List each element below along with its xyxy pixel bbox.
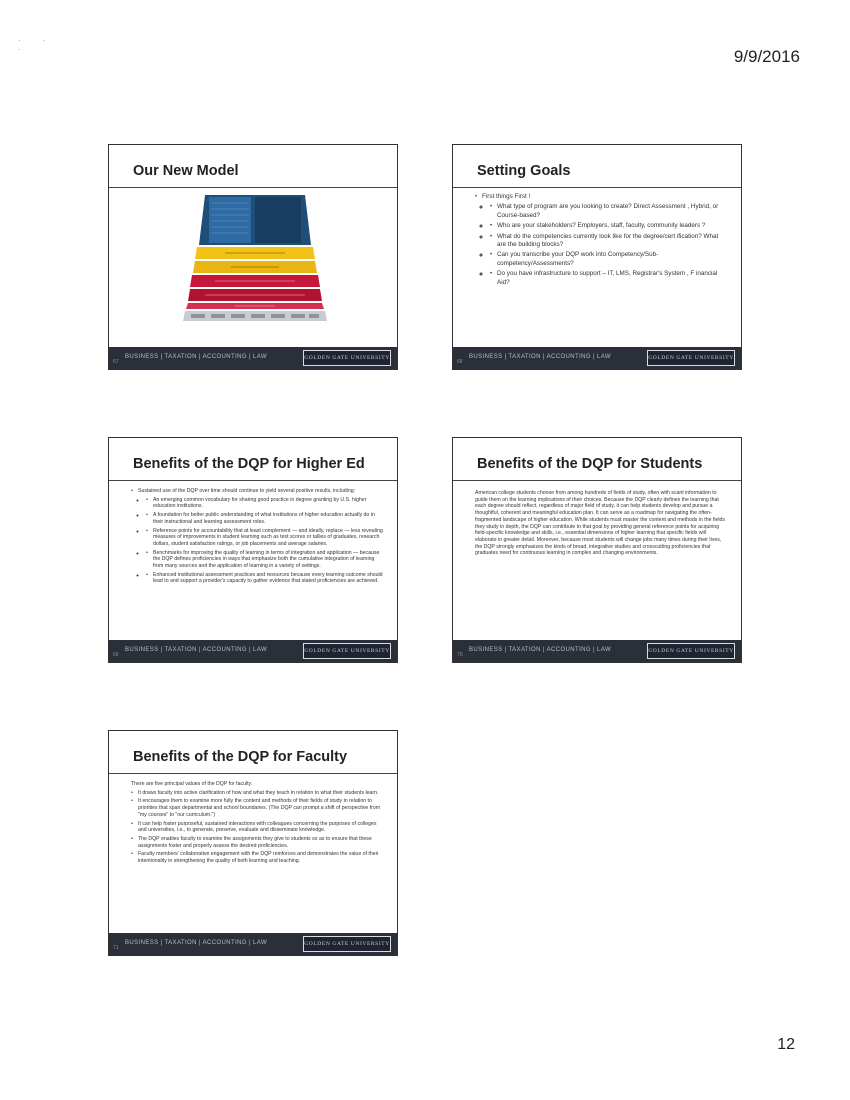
slide-number: 70 [457, 652, 463, 658]
slide-title: Benefits of the DQP for Higher Ed [133, 456, 365, 472]
title-rule [453, 480, 741, 481]
page-number: 12 [777, 1036, 795, 1053]
sub-bullet-item: • ◦ Benchmarks for improving the quality of learning in terms of integration and application — because the DQP defines proficiencies in ways that emphasize both the cumulative integration of learning from many sources and the application of learning in a variety of settings. [146, 550, 385, 570]
slide-footer [109, 347, 397, 369]
bullet-item: • It encourages them to examine more fully the content and methods of their fields of study in relation to priorities that span departmental and school boundaries. (The DQP can prompt a shift of perspective from "my courses" to "our curriculum.") [131, 798, 385, 818]
title-rule [109, 773, 397, 774]
bullet-item: • Faculty members' collaborative engagement with the DQP reinforces and demonstrates the value of their intentionality in strengthening the quality of both learning and teaching. [131, 851, 385, 864]
slide-title: Benefits of the DQP for Students [477, 456, 703, 472]
sub-bullet-item: • ◦ An emerging common vocabulary for sharing good practice in degree granting by U.S. higher education institutions. [146, 497, 385, 510]
sub-bullet-item: • ◦ What do the competencies currently look like for the degree/cert ification? What are the building blocks? [490, 233, 729, 250]
page-date: 9/9/2016 [733, 47, 800, 66]
slide-body [131, 781, 385, 925]
footer-disciplines: BUSINESS | TAXATION | ACCOUNTING | LAW [125, 647, 268, 653]
bullet-item: • The DQP enables faculty to examine the assignments they give to students so as to ensure that these assignments foster and properly assess the desired proficiencies. [131, 836, 385, 849]
slide-number: 71 [113, 945, 119, 951]
slide-paragraph: American college students choose from among hundreds of fields of study, often with scant information to guide them on the learning implications of their choices. Because the DQP clearly defines the learning that each degree should reflect, regardless of major field of study, it can help students develop and pursue a thoughtful, coherent and meaningful education plan. It can serve as a roadmap for navigating the often-fragmented landscape of higher education. While students must master the content and methods in the fields they study in depth, the DQP can contribute to that goal by providing general reference points for acquiring field-specific knowledge and skills, i.e., essential dimensions of higher learning that specific fields will elaborate in greater detail. Moreover, because most students will change jobs many times during their lives, the DQP strongly emphasizes the kinds of broad, integrative studies and crosscutting proficiencies that graduates need for continuous learning in complex and changing environments. [475, 490, 725, 557]
university-logo: GOLDEN GATE UNIVERSITY [303, 350, 391, 366]
slide-body [475, 193, 729, 339]
footer-disciplines: BUSINESS | TAXATION | ACCOUNTING | LAW [469, 647, 612, 653]
university-logo: GOLDEN GATE UNIVERSITY [303, 643, 391, 659]
sub-bullet-item: • ◦ A foundation for better public understanding of what institutions of higher education actually do in their instructional and learning assessment roles. [146, 512, 385, 525]
slide-body [475, 490, 725, 632]
slide-title: Our New Model [133, 163, 239, 179]
slide-title: Benefits of the DQP for Faculty [133, 749, 348, 765]
sub-bullet-item: • ◦ Enhanced institutional assessment practices and resources because every learning outcome should lead to and support a provider's capacity to gather evidence that stated proficiencies are achieved. [146, 572, 385, 585]
scan-mark: · · · [18, 36, 56, 54]
slide-number: 67 [113, 359, 119, 365]
slide-footer [453, 640, 741, 662]
slide-number: 68 [457, 359, 463, 365]
sub-bullet-item: • ◦ Who are your stakeholders? Employers, staff, faculty, community leaders ? [490, 222, 729, 230]
slide-footer [109, 933, 397, 955]
slide-setting-goals [452, 144, 742, 370]
slide-title: Setting Goals [477, 163, 571, 179]
slide-body [131, 488, 385, 632]
sub-bullet-item: • ◦ Reference points for accountability that at least complement — and ideally, replace — less revealing measures of improvements in student learning such as test scores or tallies of graduates, research dollars, student satisfaction ratings, or job placements and average salaries. [146, 528, 385, 548]
sub-bullet-item: • ◦ Do you have infrastructure to support – IT, LMS, Registrar's System , F inancial Aid? [490, 270, 729, 287]
slide-number: 69 [113, 652, 119, 658]
footer-disciplines: BUSINESS | TAXATION | ACCOUNTING | LAW [469, 354, 612, 360]
footer-disciplines: BUSINESS | TAXATION | ACCOUNTING | LAW [125, 940, 268, 946]
slide-our-new-model [108, 144, 398, 370]
university-logo: GOLDEN GATE UNIVERSITY [647, 350, 735, 366]
university-logo: GOLDEN GATE UNIVERSITY [303, 936, 391, 952]
bullet-item: • It draws faculty into active clarification of how and what they teach in relation to what their students learn. [131, 790, 385, 797]
slide-benefits-students [452, 437, 742, 663]
bullet-text: First things First ! [482, 193, 531, 200]
competency-pyramid-image [175, 193, 335, 323]
slide-intro: There are five principal values of the DQP for faculty. [131, 781, 253, 787]
slide-footer [453, 347, 741, 369]
bullet-text: Sustained use of the DQP over time should continue to yield several positive results, including: [138, 488, 356, 494]
title-rule [453, 187, 741, 188]
university-logo: GOLDEN GATE UNIVERSITY [647, 643, 735, 659]
footer-disciplines: BUSINESS | TAXATION | ACCOUNTING | LAW [125, 354, 268, 360]
slide-benefits-higher-ed [108, 437, 398, 663]
bullet-item: • It can help foster purposeful, sustained interactions with colleagues concerning the purposes of colleges and universities, i.e., to generate, preserve, evaluate and disseminate knowledge. [131, 821, 385, 834]
bullet-item [131, 488, 385, 585]
sub-bullet-item: • ◦ Can you transcribe your DQP work into Competency/Sub-competency/Assessments? [490, 251, 729, 268]
slide-benefits-faculty [108, 730, 398, 956]
bullet-item [475, 193, 729, 287]
sub-bullet-item: • ◦ What type of program are you looking to create? Direct Assessment , Hybrid, or Course-based? [490, 203, 729, 220]
title-rule [109, 480, 397, 481]
slide-footer [109, 640, 397, 662]
title-rule [109, 187, 397, 188]
